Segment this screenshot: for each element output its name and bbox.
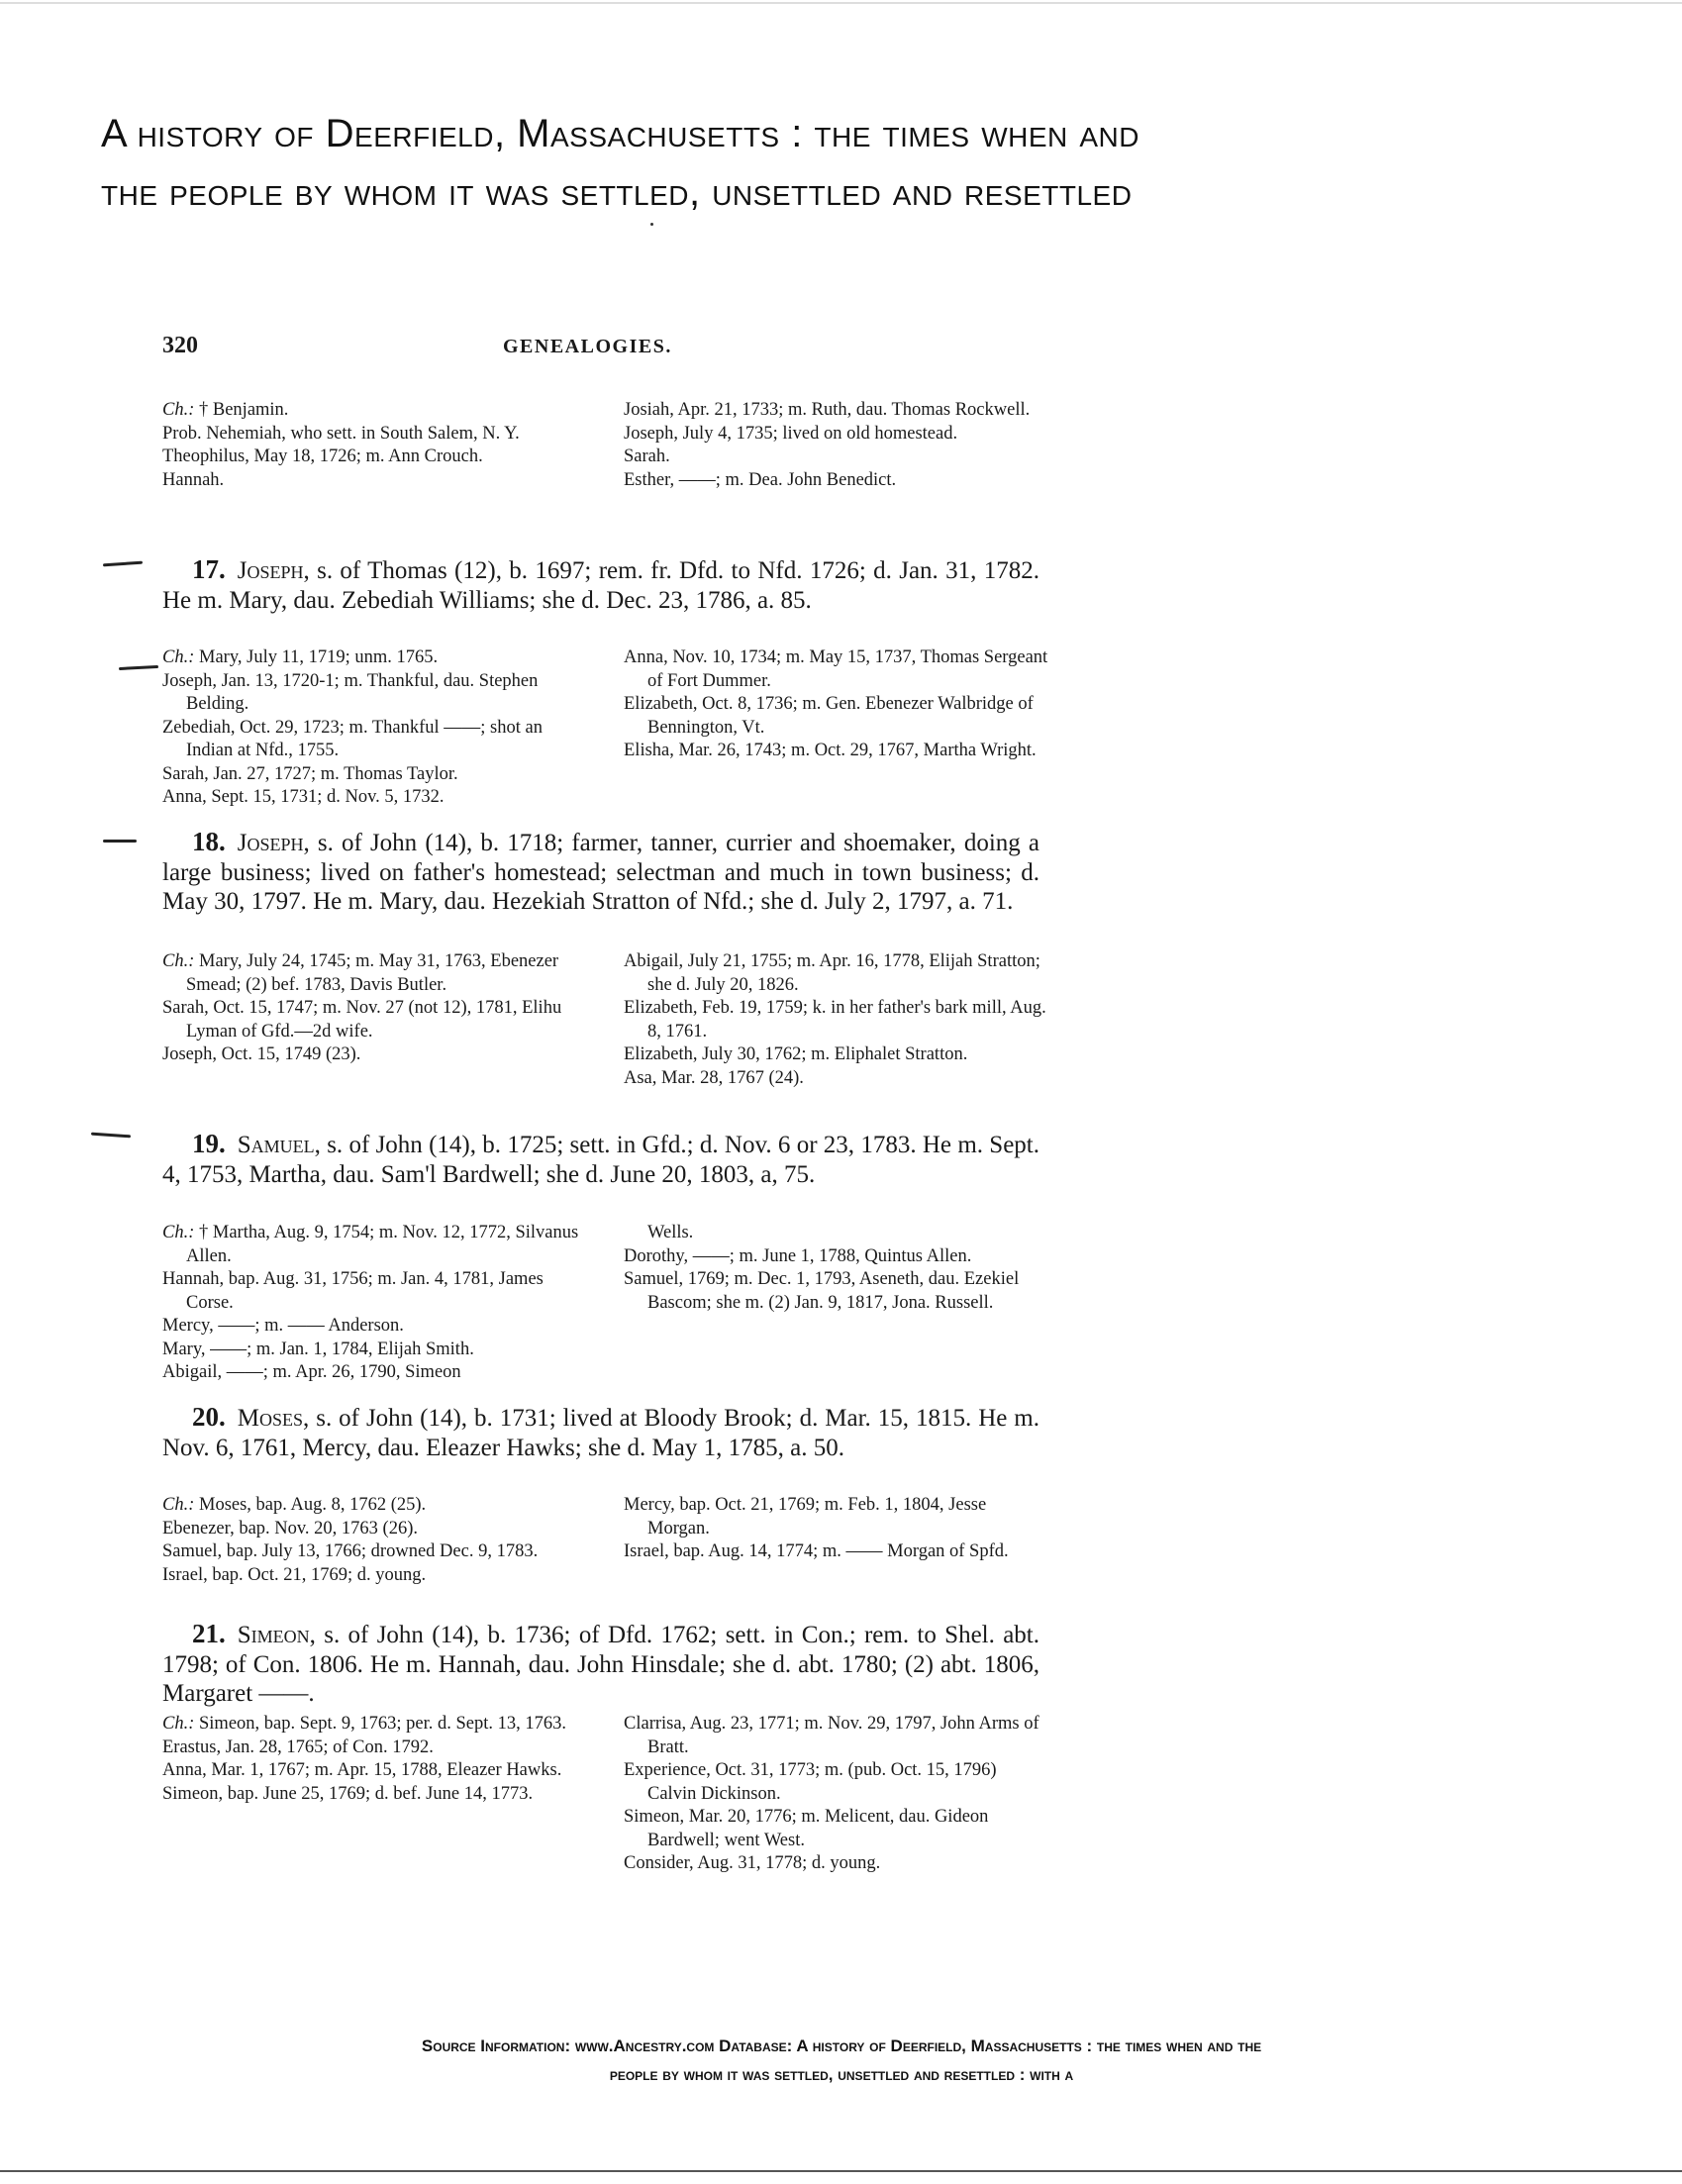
child-entry-text: Moses, bap. Aug. 8, 1762 (25). (194, 1495, 427, 1515)
entry-18-heading (162, 828, 1039, 917)
child-entry (162, 1361, 588, 1385)
child-entry-text: Prob. Nehemiah, who sett. in South Salem, N. Y. (162, 423, 520, 444)
child-entry-text: Zebediah, Oct. 29, 1723; m. Thankful ——; shot an Indian at Nfd., 1755. (162, 717, 543, 760)
child-entry (624, 1759, 1049, 1806)
child-entry (162, 1540, 588, 1564)
child-entry (162, 446, 588, 469)
scan-speck (650, 223, 653, 226)
child-entry (162, 1759, 588, 1783)
child-entry-text: Hannah, bap. Aug. 31, 1756; m. Jan. 4, 1781, James Corse. (162, 1269, 544, 1313)
child-entry (162, 1315, 588, 1339)
child-entry (624, 1852, 1049, 1876)
children-label: Ch.: (162, 647, 195, 667)
scan-bottom-edge (0, 2170, 1682, 2172)
children-column-right (624, 1222, 1049, 1315)
child-entry-text: Joseph, Oct. 15, 1749 (23). (162, 1044, 361, 1064)
child-entry (624, 1268, 1049, 1315)
margin-pen-mark (103, 561, 143, 567)
children-column-right (624, 646, 1049, 763)
running-head: GENEALOGIES. (503, 336, 672, 357)
child-entry (162, 646, 588, 670)
entry-name: Samuel (237, 1132, 315, 1158)
child-entry (162, 950, 588, 997)
page-header (162, 333, 1034, 366)
child-entry (624, 469, 1049, 493)
child-entry-text: Joseph, July 4, 1735; lived on old homestead. (624, 423, 958, 444)
entry-number: 19. (192, 1129, 226, 1158)
entry-text: , s. of Thomas (12), b. 1697; rem. fr. Dfd. to Nfd. 1726; d. Jan. 31, 1782. He m. Mary, dau. Zebediah Williams; she d. Dec. 23, 1786, a. 85. (162, 557, 1039, 614)
child-entry (162, 1564, 588, 1588)
children-column-left (162, 950, 588, 1067)
children-label: Ch.: (162, 1714, 195, 1734)
children-label: Ch.: (162, 1223, 195, 1242)
child-entry-text: Anna, Mar. 1, 1767; m. Apr. 15, 1788, Eleazer Hawks. (162, 1760, 562, 1780)
child-entry (624, 950, 1049, 997)
children-column-left (162, 399, 588, 492)
child-entry (162, 786, 588, 810)
child-entry-text: Clarrisa, Aug. 23, 1771; m. Nov. 29, 1797, John Arms of Bratt. (624, 1714, 1039, 1757)
child-entry (624, 1713, 1049, 1759)
children-column-right (624, 399, 1049, 492)
child-entry (162, 1268, 588, 1315)
child-entry-text: Wells. (647, 1223, 694, 1242)
children-column-right (624, 1713, 1049, 1876)
child-entry-text: Asa, Mar. 28, 1767 (24). (624, 1067, 804, 1088)
child-entry-text: Elizabeth, Oct. 8, 1736; m. Gen. Ebenezer Walbridge of Bennington, Vt. (624, 694, 1034, 738)
child-entry (162, 399, 588, 423)
footer-line-1: Source Information: www.Ancestry.com Database: A history of Deerfield, Massachusetts : the times when and the (421, 2036, 1262, 2055)
child-entry (624, 693, 1049, 740)
child-entry (624, 399, 1049, 423)
child-entry-text: Simeon, Mar. 20, 1776; m. Melicent, dau. Gideon Bardwell; went West. (624, 1807, 989, 1850)
child-entry-text: Simeon, bap. June 25, 1769; d. bef. June 14, 1773. (162, 1783, 534, 1804)
child-entry-text: Consider, Aug. 31, 1778; d. young. (624, 1853, 881, 1873)
children-column-left (162, 1222, 588, 1385)
entry-name: Joseph (237, 557, 304, 584)
child-entry (162, 1713, 588, 1737)
child-entry-text: Theophilus, May 18, 1726; m. Ann Crouch. (162, 447, 483, 466)
child-entry-text: Esther, ——; m. Dea. John Benedict. (624, 469, 897, 490)
entry-name: Joseph (237, 830, 304, 856)
entry-number: 21. (192, 1619, 226, 1648)
child-entry-text: Sarah. (624, 447, 670, 466)
entry-20-heading (162, 1403, 1039, 1462)
child-entry-text: Israel, bap. Oct. 21, 1769; d. young. (162, 1564, 427, 1585)
child-entry-text: Anna, Nov. 10, 1734; m. May 15, 1737, Thomas Sergeant of Fort Dummer. (624, 647, 1048, 691)
child-entry-text: Sarah, Oct. 15, 1747; m. Nov. 27 (not 12), 1781, Elihu Lyman of Gfd.—2d wife. (162, 998, 562, 1042)
footer-line-2: people by whom it was settled, unsettled and resettled : with a (609, 2065, 1074, 2084)
scan-top-edge (0, 2, 1682, 4)
child-entry-text: Sarah, Jan. 27, 1727; m. Thomas Taylor. (162, 763, 458, 784)
child-entry-text: † Martha, Aug. 9, 1754; m. Nov. 12, 1772, Silvanus Allen. (186, 1223, 579, 1266)
child-entry-text: Mary, July 11, 1719; unm. 1765. (194, 647, 439, 667)
source-information-footer (89, 2032, 1594, 2089)
child-entry (162, 1494, 588, 1518)
title-line-2: the people by whom it was settled, unsettled and resettled (101, 170, 1133, 214)
entry-name: Moses (237, 1405, 303, 1432)
entry-19-heading (162, 1130, 1039, 1189)
child-entry (624, 1540, 1049, 1564)
child-entry-text: Elizabeth, Feb. 19, 1759; k. in her father's bark mill, Aug. 8, 1761. (624, 998, 1046, 1042)
entry-17-heading (162, 555, 1039, 615)
child-entry (624, 997, 1049, 1043)
document-title (59, 105, 1665, 222)
margin-pen-mark (91, 1133, 131, 1139)
child-entry (162, 1339, 588, 1362)
child-entry (162, 717, 588, 763)
child-entry (624, 1494, 1049, 1540)
page-number: 320 (162, 333, 198, 358)
entry-text: , s. of John (14), b. 1718; farmer, tanner, currier and shoemaker, doing a large business; lived on father's homestead; selectman and much in town business; d. May 30, 1797. He m. Mary, dau. Hezekiah Stratton of Nfd.; she d. July 2, 1797, a. 71. (162, 830, 1039, 915)
child-entry (162, 1518, 588, 1541)
child-entry-text: Abigail, ——; m. Apr. 26, 1790, Simeon (162, 1362, 461, 1382)
children-column-right (624, 1494, 1049, 1564)
child-entry-text: Mercy, bap. Oct. 21, 1769; m. Feb. 1, 1804, Jesse Morgan. (624, 1495, 987, 1539)
child-entry (624, 1222, 1049, 1245)
child-entry-text: Elisha, Mar. 26, 1743; m. Oct. 29, 1767, Martha Wright. (624, 741, 1037, 760)
child-entry-text: Hannah. (162, 469, 225, 490)
child-entry (624, 1043, 1049, 1067)
child-entry (162, 763, 588, 787)
entry-text: , s. of John (14), b. 1736; of Dfd. 1762; sett. in Con.; rem. to Shel. abt. 1798; of Con. 1806. He m. Hannah, dau. John Hinsdale; she d. abt. 1780; (2) abt. 1806, Margaret ——. (162, 1622, 1039, 1707)
child-entry (624, 1067, 1049, 1091)
entry-21-heading (162, 1620, 1039, 1709)
child-entry-text: Experience, Oct. 31, 1773; m. (pub. Oct. 15, 1796) Calvin Dickinson. (624, 1760, 997, 1804)
child-entry (624, 1245, 1049, 1269)
child-entry (624, 423, 1049, 447)
child-entry-text: Simeon, bap. Sept. 9, 1763; per. d. Sept. 13, 1763. (194, 1714, 567, 1734)
child-entry (162, 670, 588, 717)
child-entry-text: Josiah, Apr. 21, 1733; m. Ruth, dau. Thomas Rockwell. (624, 400, 1031, 420)
children-label: Ch.: (162, 400, 195, 420)
child-entry-text: Mary, ——; m. Jan. 1, 1784, Elijah Smith. (162, 1339, 474, 1359)
child-entry (162, 1783, 588, 1807)
entry-number: 20. (192, 1402, 226, 1432)
child-entry-text: Samuel, 1769; m. Dec. 1, 1793, Aseneth, dau. Ezekiel Bascom; she m. (2) Jan. 9, 1817, Jona. Russell. (624, 1269, 1020, 1313)
child-entry-text: Dorothy, ——; m. June 1, 1788, Quintus Allen. (624, 1245, 972, 1266)
child-entry-text: Abigail, July 21, 1755; m. Apr. 16, 1778, Elijah Stratton; she d. July 20, 1826. (624, 951, 1040, 995)
children-column-right (624, 950, 1049, 1090)
child-entry (162, 1043, 588, 1067)
entry-text: , s. of John (14), b. 1731; lived at Bloody Brook; d. Mar. 15, 1815. He m. Nov. 6, 1761, Mercy, dau. Eleazer Hawks; she d. May 1, 1785, a. 50. (162, 1405, 1039, 1461)
child-entry-text: Erastus, Jan. 28, 1765; of Con. 1792. (162, 1737, 434, 1757)
child-entry (162, 997, 588, 1043)
entry-text: , s. of John (14), b. 1725; sett. in Gfd.; d. Nov. 6 or 23, 1783. He m. Sept. 4, 1753, Martha, dau. Sam'l Bardwell; she d. June 20, 1803, a, 75. (162, 1132, 1039, 1188)
child-entry (624, 1806, 1049, 1852)
entry-number: 17. (192, 554, 226, 584)
children-column-left (162, 646, 588, 810)
child-entry-text: Anna, Sept. 15, 1731; d. Nov. 5, 1732. (162, 787, 445, 807)
title-line-1: A history of Deerfield, Massachusetts : the times when and (101, 112, 1139, 155)
children-column-left (162, 1494, 588, 1587)
child-entry-text: Mary, July 24, 1745; m. May 31, 1763, Ebenezer Smead; (2) bef. 1783, Davis Butler. (186, 951, 559, 995)
child-entry (162, 423, 588, 447)
entry-name: Simeon (237, 1622, 310, 1648)
child-entry (162, 1222, 588, 1268)
child-entry-text: Mercy, ——; m. —— Anderson. (162, 1316, 404, 1336)
margin-pen-mark (119, 665, 158, 670)
children-column-left (162, 1713, 588, 1806)
child-entry (624, 740, 1049, 763)
children-label: Ch.: (162, 951, 195, 971)
child-entry-text: Joseph, Jan. 13, 1720-1; m. Thankful, dau. Stephen Belding. (162, 670, 539, 714)
child-entry (624, 446, 1049, 469)
child-entry-text: Samuel, bap. July 13, 1766; drowned Dec. 9, 1783. (162, 1541, 539, 1561)
child-entry (624, 646, 1049, 693)
child-entry-text: Israel, bap. Aug. 14, 1774; m. —— Morgan of Spfd. (624, 1541, 1009, 1561)
children-label: Ch.: (162, 1495, 195, 1515)
child-entry-text: Ebenezer, bap. Nov. 20, 1763 (26). (162, 1518, 419, 1539)
child-entry (162, 469, 588, 493)
entry-number: 18. (192, 827, 226, 856)
child-entry (162, 1737, 588, 1760)
child-entry-text: Elizabeth, July 30, 1762; m. Eliphalet Stratton. (624, 1044, 968, 1064)
margin-pen-mark (103, 840, 137, 843)
child-entry-text: † Benjamin. (194, 400, 289, 420)
